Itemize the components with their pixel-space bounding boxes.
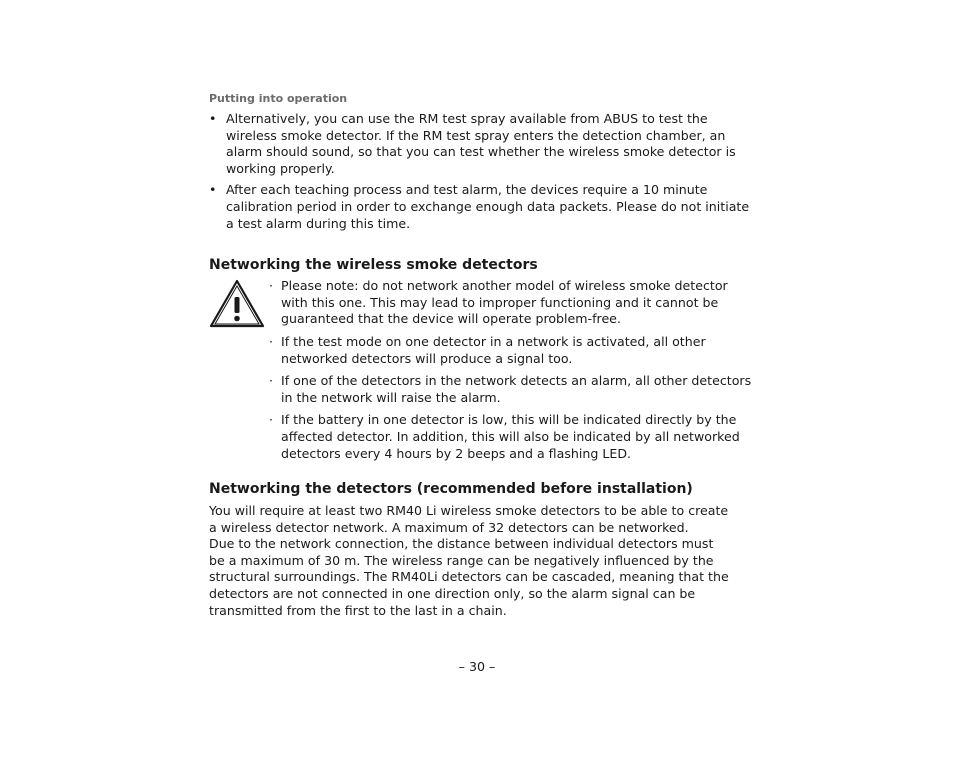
intro-bullet-list: [209, 111, 754, 232]
section-label: Putting into operation: [209, 92, 348, 105]
warning-triangle-icon: [209, 279, 265, 329]
body-line: a wireless detector network. A maximum of 32 detectors can be networked.: [209, 519, 689, 535]
bullet-dot-icon: ·: [269, 412, 274, 428]
body-paragraph: [209, 503, 754, 619]
heading-networking-wireless: Networking the wireless smoke detectors: [209, 257, 538, 274]
list-item: [269, 334, 754, 367]
networking-bullet-list: [269, 278, 754, 462]
list-item: [209, 111, 754, 177]
body-line: Due to the network connection, the distance between individual detectors must: [209, 536, 714, 552]
body-line: be a maximum of 30 m. The wireless range can be negatively influenced by the: [209, 552, 714, 568]
body-line: detectors are not connected in one direction only, so the alarm signal can be: [209, 586, 696, 602]
bullet-text: If the battery in one detector is low, this will be indicated directly by the affected detector. In addition, this will also be indicated by all networked detectors every 4 hours by 2 beeps and a flashing LED.: [281, 412, 740, 461]
bullet-dot-icon: ·: [269, 278, 274, 294]
list-item: [209, 182, 754, 232]
list-item: [269, 373, 754, 406]
bullet-text: If one of the detectors in the network detects an alarm, all other detectors in the network will raise the alarm.: [281, 373, 752, 405]
list-item: [269, 278, 754, 328]
bullet-dot-icon: ·: [269, 373, 274, 389]
bullet-text: Alternatively, you can use the RM test spray available from ABUS to test the wireless smoke detector. If the RM test spray enters the detection chamber, an alarm should sound, so that you can test whether the wireless smoke detector is working properly.: [226, 111, 736, 176]
bullet-dot-icon: •: [209, 111, 217, 126]
body-line: transmitted from the first to the last in a chain.: [209, 602, 507, 618]
list-item: [269, 412, 754, 462]
bullet-dot-icon: ·: [269, 333, 274, 349]
warning-block: [209, 278, 754, 462]
page-number: – 30 –: [458, 659, 496, 674]
bullet-text: If the test mode on one detector in a network is activated, all other networked detectors will produce a signal too.: [281, 333, 706, 366]
bullet-text: Please note: do not network another model of wireless smoke detector with this one. This may lead to improper functioning and it cannot be guaranteed that the device will operate problem-free.: [281, 278, 728, 327]
body-line: You will require at least two RM40 Li wireless smoke detectors to be able to create: [209, 503, 729, 519]
document-page: [209, 92, 754, 619]
heading-networking-detectors: Networking the detectors (recommended before installation): [209, 481, 693, 498]
bullet-text: After each teaching process and test alarm, the devices require a 10 minute calibration period in order to exchange enough data packets. Please do not initiate a test alarm during this time.: [226, 182, 750, 231]
body-line: structural surroundings. The RM40Li detectors can be cascaded, meaning that the: [209, 569, 729, 585]
bullet-dot-icon: •: [209, 182, 217, 198]
